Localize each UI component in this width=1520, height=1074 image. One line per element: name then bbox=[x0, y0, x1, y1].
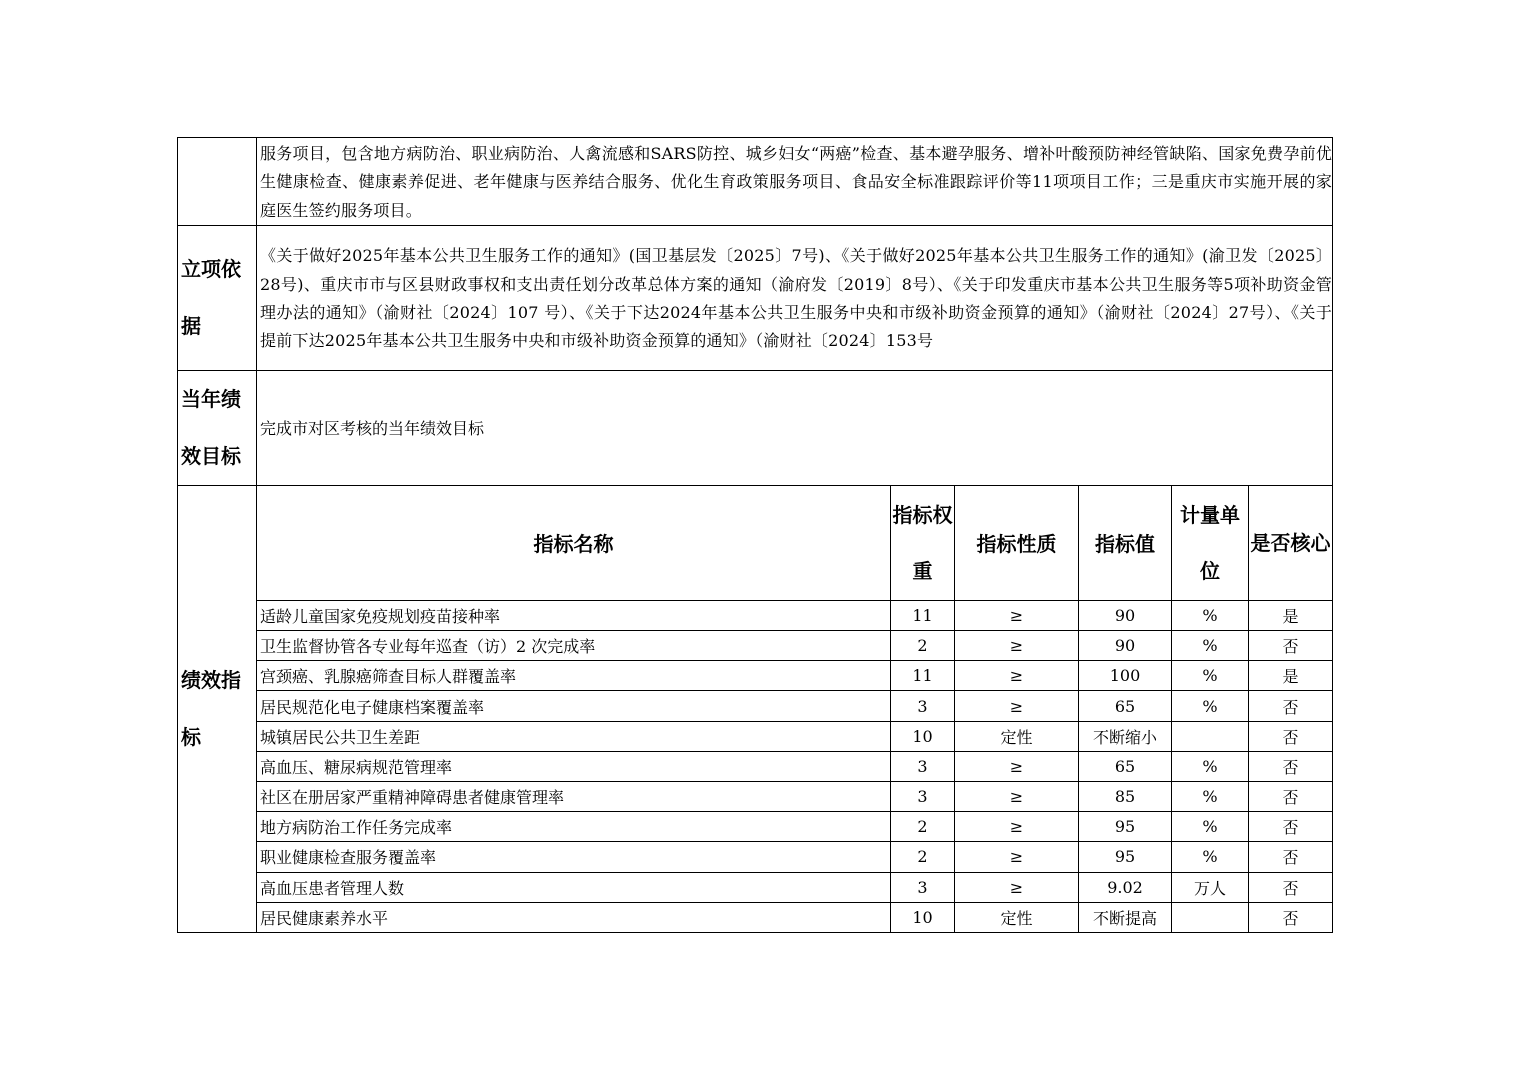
indicator-name: 宫颈癌、乳腺癌筛查目标人群覆盖率 bbox=[257, 661, 891, 691]
indicator-nature: 定性 bbox=[955, 902, 1079, 932]
table-row bbox=[178, 872, 1333, 902]
indicator-value: 9.02 bbox=[1079, 872, 1172, 902]
indicator-unit: % bbox=[1172, 661, 1249, 691]
indicator-weight: 10 bbox=[891, 721, 955, 751]
indicator-weight: 2 bbox=[891, 631, 955, 661]
indicator-unit: % bbox=[1172, 782, 1249, 812]
indicator-weight: 3 bbox=[891, 751, 955, 781]
indicator-nature: ≥ bbox=[955, 631, 1079, 661]
indicator-weight: 3 bbox=[891, 872, 955, 902]
indicator-nature: 定性 bbox=[955, 721, 1079, 751]
indicator-nature: ≥ bbox=[955, 842, 1079, 872]
indicator-unit: 万人 bbox=[1172, 872, 1249, 902]
table-row bbox=[178, 691, 1333, 721]
indicator-unit: % bbox=[1172, 691, 1249, 721]
indicator-unit: % bbox=[1172, 600, 1249, 630]
continuation-row bbox=[178, 138, 1333, 226]
indicator-name: 社区在册居家严重精神障碍患者健康管理率 bbox=[257, 782, 891, 812]
indicator-core: 否 bbox=[1249, 721, 1333, 751]
indicator-name: 地方病防治工作任务完成率 bbox=[257, 812, 891, 842]
basis-label: 立项依据 bbox=[178, 225, 257, 370]
annual-target-row bbox=[178, 370, 1333, 485]
indicator-unit: % bbox=[1172, 812, 1249, 842]
indicator-value: 85 bbox=[1079, 782, 1172, 812]
indicator-name: 高血压、糖尿病规范管理率 bbox=[257, 751, 891, 781]
indicator-core: 否 bbox=[1249, 902, 1333, 932]
indicator-unit bbox=[1172, 902, 1249, 932]
indicator-name: 居民规范化电子健康档案覆盖率 bbox=[257, 691, 891, 721]
indicators-label: 绩效指标 bbox=[178, 485, 257, 932]
indicator-nature: ≥ bbox=[955, 751, 1079, 781]
table-row bbox=[178, 812, 1333, 842]
table-row bbox=[178, 661, 1333, 691]
table-row bbox=[178, 721, 1333, 751]
indicator-core: 否 bbox=[1249, 631, 1333, 661]
performance-target-table bbox=[177, 137, 1333, 933]
indicator-value: 不断缩小 bbox=[1079, 721, 1172, 751]
indicator-core: 否 bbox=[1249, 842, 1333, 872]
indicator-name: 卫生监督协管各专业每年巡查（访）2 次完成率 bbox=[257, 631, 891, 661]
header-unit: 计量单位 bbox=[1172, 485, 1249, 600]
indicator-unit: % bbox=[1172, 751, 1249, 781]
indicator-weight: 10 bbox=[891, 902, 955, 932]
header-value: 指标值 bbox=[1079, 485, 1172, 600]
indicator-nature: ≥ bbox=[955, 661, 1079, 691]
indicator-weight: 3 bbox=[891, 782, 955, 812]
indicator-nature: ≥ bbox=[955, 600, 1079, 630]
indicator-name: 城镇居民公共卫生差距 bbox=[257, 721, 891, 751]
continuation-text: 服务项目，包含地方病防治、职业病防治、人禽流感和SARS防控、城乡妇女“两癌”检查、基本避孕服务、增补叶酸预防神经管缺陷、国家免费孕前优生健康检查、健康素养促进、老年健康与医养结合服务、优化生育政策服务项目、食品安全标准跟踪评价等11项项目工作；三是重庆市实施开展的家庭医生签约服务项目。 bbox=[257, 138, 1333, 226]
indicator-unit: % bbox=[1172, 631, 1249, 661]
indicator-name: 居民健康素养水平 bbox=[257, 902, 891, 932]
table-row bbox=[178, 600, 1333, 630]
indicator-value: 95 bbox=[1079, 842, 1172, 872]
indicator-weight: 2 bbox=[891, 812, 955, 842]
continuation-label-cell bbox=[178, 138, 257, 226]
header-name: 指标名称 bbox=[257, 485, 891, 600]
header-core: 是否核心 bbox=[1249, 485, 1333, 600]
indicator-nature: ≥ bbox=[955, 812, 1079, 842]
indicator-nature: ≥ bbox=[955, 872, 1079, 902]
indicator-weight: 11 bbox=[891, 661, 955, 691]
indicator-value: 90 bbox=[1079, 600, 1172, 630]
indicator-header-row bbox=[178, 485, 1333, 600]
indicator-name: 高血压患者管理人数 bbox=[257, 872, 891, 902]
indicator-core: 是 bbox=[1249, 600, 1333, 630]
indicator-value: 95 bbox=[1079, 812, 1172, 842]
basis-row bbox=[178, 225, 1333, 370]
indicator-weight: 3 bbox=[891, 691, 955, 721]
basis-text: 《关于做好2025年基本公共卫生服务工作的通知》(国卫基层发〔2025〕7号)、《关于做好2025年基本公共卫生服务工作的通知》(渝卫发〔2025〕28号)、重庆市市与区县财政事权和支出责任划分改革总体方案的通知（渝府发〔2019〕8号）、《关于印发重庆市基本公共卫生服务等5项补助资金管理办法的通知》（渝财社〔2024〕107 号）、《关于下达2024年基本公共卫生服务中央和市级补助资金预算的通知》（渝财社〔2024〕27号）、《关于提前下达2025年基本公共卫生服务中央和市级补助资金预算的通知》（渝财社〔2024〕153号 bbox=[257, 225, 1333, 370]
indicator-unit bbox=[1172, 721, 1249, 751]
table-row bbox=[178, 631, 1333, 661]
indicator-value: 100 bbox=[1079, 661, 1172, 691]
indicator-name: 职业健康检查服务覆盖率 bbox=[257, 842, 891, 872]
indicator-core: 否 bbox=[1249, 872, 1333, 902]
indicator-core: 否 bbox=[1249, 751, 1333, 781]
indicator-weight: 11 bbox=[891, 600, 955, 630]
indicator-core: 是 bbox=[1249, 661, 1333, 691]
header-weight: 指标权重 bbox=[891, 485, 955, 600]
indicator-nature: ≥ bbox=[955, 691, 1079, 721]
table-row bbox=[178, 782, 1333, 812]
indicator-core: 否 bbox=[1249, 812, 1333, 842]
indicator-value: 不断提高 bbox=[1079, 902, 1172, 932]
indicator-value: 90 bbox=[1079, 631, 1172, 661]
indicator-nature: ≥ bbox=[955, 782, 1079, 812]
indicator-value: 65 bbox=[1079, 751, 1172, 781]
annual-target-text: 完成市对区考核的当年绩效目标 bbox=[257, 370, 1333, 485]
table-row bbox=[178, 842, 1333, 872]
table-row bbox=[178, 751, 1333, 781]
indicator-weight: 2 bbox=[891, 842, 955, 872]
indicator-name: 适龄儿童国家免疫规划疫苗接种率 bbox=[257, 600, 891, 630]
annual-target-label: 当年绩效目标 bbox=[178, 370, 257, 485]
header-nature: 指标性质 bbox=[955, 485, 1079, 600]
table-row bbox=[178, 902, 1333, 932]
indicator-core: 否 bbox=[1249, 782, 1333, 812]
indicator-unit: % bbox=[1172, 842, 1249, 872]
indicator-core: 否 bbox=[1249, 691, 1333, 721]
indicator-value: 65 bbox=[1079, 691, 1172, 721]
